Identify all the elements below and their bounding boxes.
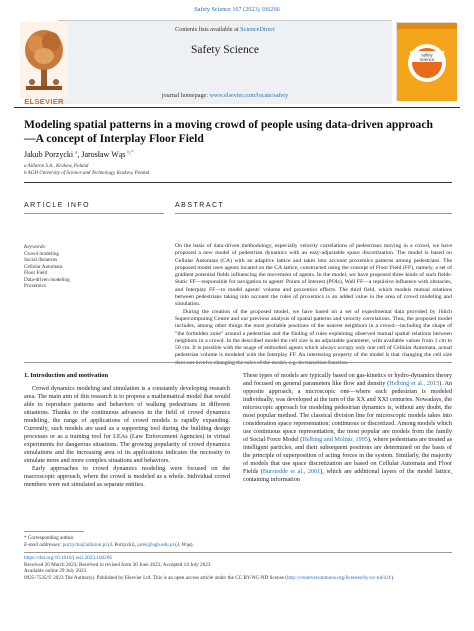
abstract-paragraph: During the creation of the proposed model, we have based on a set of experimental data provided by Jülich Supercomputing Centre and our previous analysis of spatial patterns and velocity correlations. Thus, the proposed model includes, among other things the most probable positions of the nearest neighbors in a crowd—including the shape of "the forbidden zone" around a pedestrian and the finding of rules explaining observed mutual spatial relations between neighbors in a crowd. In the described model the cell size is an adjustable parameter, with available values from 1 cm to 50 cm. It is possible with the usage of embodied agents which always occupy only one cell of Cellular Automata, actual pedestrian volume is modeled with the Interplay FF. An interesting property of the model is that changing the cell size does not involve changing the rules of the model, e.g. its transition function. [175, 308, 452, 366]
abstract-heading: ABSTRACT [175, 202, 225, 209]
svg-text:science: science [419, 57, 435, 62]
corresponding-author-note: * Corresponding author. [24, 535, 75, 541]
publisher-name: ELSEVIER [24, 97, 64, 106]
license-line [24, 575, 452, 582]
article-metadata [24, 555, 452, 581]
body-paragraph [243, 372, 452, 484]
abstract-body [175, 243, 452, 367]
keyword-item: Crowd modeling [24, 251, 60, 257]
license-end: ). [391, 574, 395, 581]
email-owner: (J. Wąs). [174, 541, 194, 548]
reference-link[interactable]: Helbing and Molnár, 1995 [302, 436, 368, 443]
affiliation-b: b AGH University of Science and Technology, Krakow, Poland [24, 171, 150, 176]
info-divider [24, 182, 452, 183]
author-name[interactable]: Jarosław Wąs [81, 150, 126, 159]
body-text: ). An opposite approach, a microscopic one—where each pedestrian is modeled individually, was developed at the turn of the XX and XXI centuries. Nowadays, the microscopic approach for modeling pedestrian dynamics is, without any doubt, the most popular method. The classical division line for microscopic models takes into consideration space representation: continuous or discretized. Among models which use continuous space representation, the most popular are models from the family of Social Force Model ( [243, 380, 453, 443]
keywords-list [24, 251, 70, 289]
email-owner: (J. Porzycki), [106, 541, 138, 548]
abstract-rule [175, 213, 452, 214]
footer-rule [24, 552, 452, 553]
email-label: E-mail addresses: [24, 541, 63, 548]
author-line [24, 150, 134, 159]
abstract-paragraph: On the basis of data-driven methodology, especially velocity correlations of pedestrians moving in a crowd, we have proposed a new model of pedestrian dynamics with an easy-adjustable space discretization. The model is based on Cellular Automata (CA) with an adaptive lattice and takes into account proxemics patterns among pedestrians. The proposed model uses agents located on the CA lattice, constructed using the concept of Floor Field (FF), namely, a set of gradient potential fields influencing the movement of agents. In the model, we have proposed three kinds of such fields: Static FF—responsible for navigation to agents' Points of Interest (POIs), Wall FF—a repulsive influence with obstacles, and Interplay FF—to model agents' volume and proxemics effects. The third field, which models mutual relations between pedestrians taking into account the rules of proxemics is an added value in the area of crowd modeling and simulation. [175, 243, 452, 308]
author-separator: , [77, 150, 82, 159]
online-date: Available online 29 July 2023 [24, 568, 87, 575]
journal-cover-art [397, 23, 457, 101]
contents-line [58, 26, 392, 33]
affiliation-a: a Aillaron S.A., Krakow, Poland [24, 164, 89, 169]
affiliation-marker[interactable]: b,* [127, 150, 134, 156]
body-text: ), which are additional layers of the model lattice, containing information [243, 468, 452, 483]
sciencedirect-link[interactable]: ScienceDirect [240, 26, 275, 33]
article-info-heading: ARTICLE INFO [24, 202, 91, 209]
left-column-text [24, 385, 230, 489]
keyword-item: Floor Field [24, 270, 48, 277]
section-heading-introduction: 1. Introduction and motivation [24, 372, 109, 379]
doi-link[interactable]: https://doi.org/10.1016/j.ssci.2023.106266 [24, 555, 112, 561]
keyword-item: Data-driven modeling [24, 276, 70, 283]
footnote-rule [24, 531, 84, 532]
article-title: Modeling spatial patterns in a moving crowd of people using data-driven approach—A concept of Interplay Floor Field [24, 118, 433, 145]
keyword-item: Cellular Automata [24, 263, 63, 270]
keyword-item: Social distances [24, 257, 58, 264]
affiliation-marker[interactable]: a [75, 150, 78, 156]
contents-prefix: Contents lists available at [175, 26, 241, 33]
license-link[interactable]: http://creativecommons.org/licenses/by-nc-nd/4.0/ [286, 574, 392, 581]
footnotes [24, 535, 452, 548]
history-dates: Received 20 March 2023; Received in revised form 30 June 2023; Accepted 14 July 2023 [24, 561, 211, 568]
right-column-text [243, 372, 452, 484]
email-link[interactable]: porzycki@aillaron.pl [62, 541, 107, 548]
body-text: These types of models are typically based on gas-kinetics or hydro-dynamics theory and focused on general parameters like flow and density ( [243, 372, 452, 387]
svg-text:safety: safety [421, 52, 433, 58]
license-text: 0925-7535/© 2023 The Author(s). Published by Elsevier Ltd. This is an open access article under the CC BY-NC-ND license ( [24, 574, 287, 581]
journal-name: Safety Science [190, 44, 259, 56]
keywords-label: Keywords: [24, 244, 47, 250]
email-line [24, 542, 452, 549]
article-info-rule [24, 213, 164, 214]
body-paragraph: Early approaches to crowd dynamics modeling were focused on the macroscopic approach, where the crowd is modeled as a whole. Individual crowd members were not simulated as separate entities. [24, 465, 230, 488]
abstract-end-rule [24, 362, 452, 363]
reference-link[interactable]: Burstedde et al., 2001 [262, 468, 321, 475]
journal-citation[interactable]: Safety Science 167 (2023) 106266 [194, 6, 280, 13]
keyword-item: Proxemics [24, 283, 46, 290]
author-name[interactable]: Jakub Porzycki [24, 150, 74, 159]
body-paragraph: Crowd dynamics modeling and simulation is a constantly developing research area. The main aim of this research is to propose a mathematical model that would able to reproduce patterns and behaviors of walking pedestrians in different situations. Thanks to the continuous advances in the field of crowd dynamics modeling, the range of applications of crowd models is rapidly expanding. Currently, such models are used as a supporting tool during the building design processes or as a training tool for LEAs (Law Enforcement Agencies) in virtual experiments for dangerous situations. The growing popularity of crowd dynamics simulations and the increasing area of its applications indicates the necessity to simulate more and more complex situations and behaviors. [24, 385, 230, 464]
journal-homepage-link[interactable]: www.elsevier.com/locate/safety [209, 92, 289, 99]
journal-cover-thumbnail [396, 22, 456, 100]
journal-homepage-line [58, 92, 392, 99]
body-text: ), where pedestrians are treated as intelligent particles, and their subsequent positions are determined on the basis of the principle of superposition of acting forces in the system. Similarly, the majority of models that use space discretization are based on Cellular Automata and Floor Fields ( [243, 436, 452, 475]
homepage-prefix: journal homepage: [161, 92, 210, 99]
elsevier-tree-logo [20, 22, 68, 98]
header-divider [14, 107, 460, 108]
reference-link[interactable]: Helbing et al., 2015 [389, 380, 440, 387]
email-link[interactable]: jarek@agh.edu.pl [137, 541, 174, 548]
